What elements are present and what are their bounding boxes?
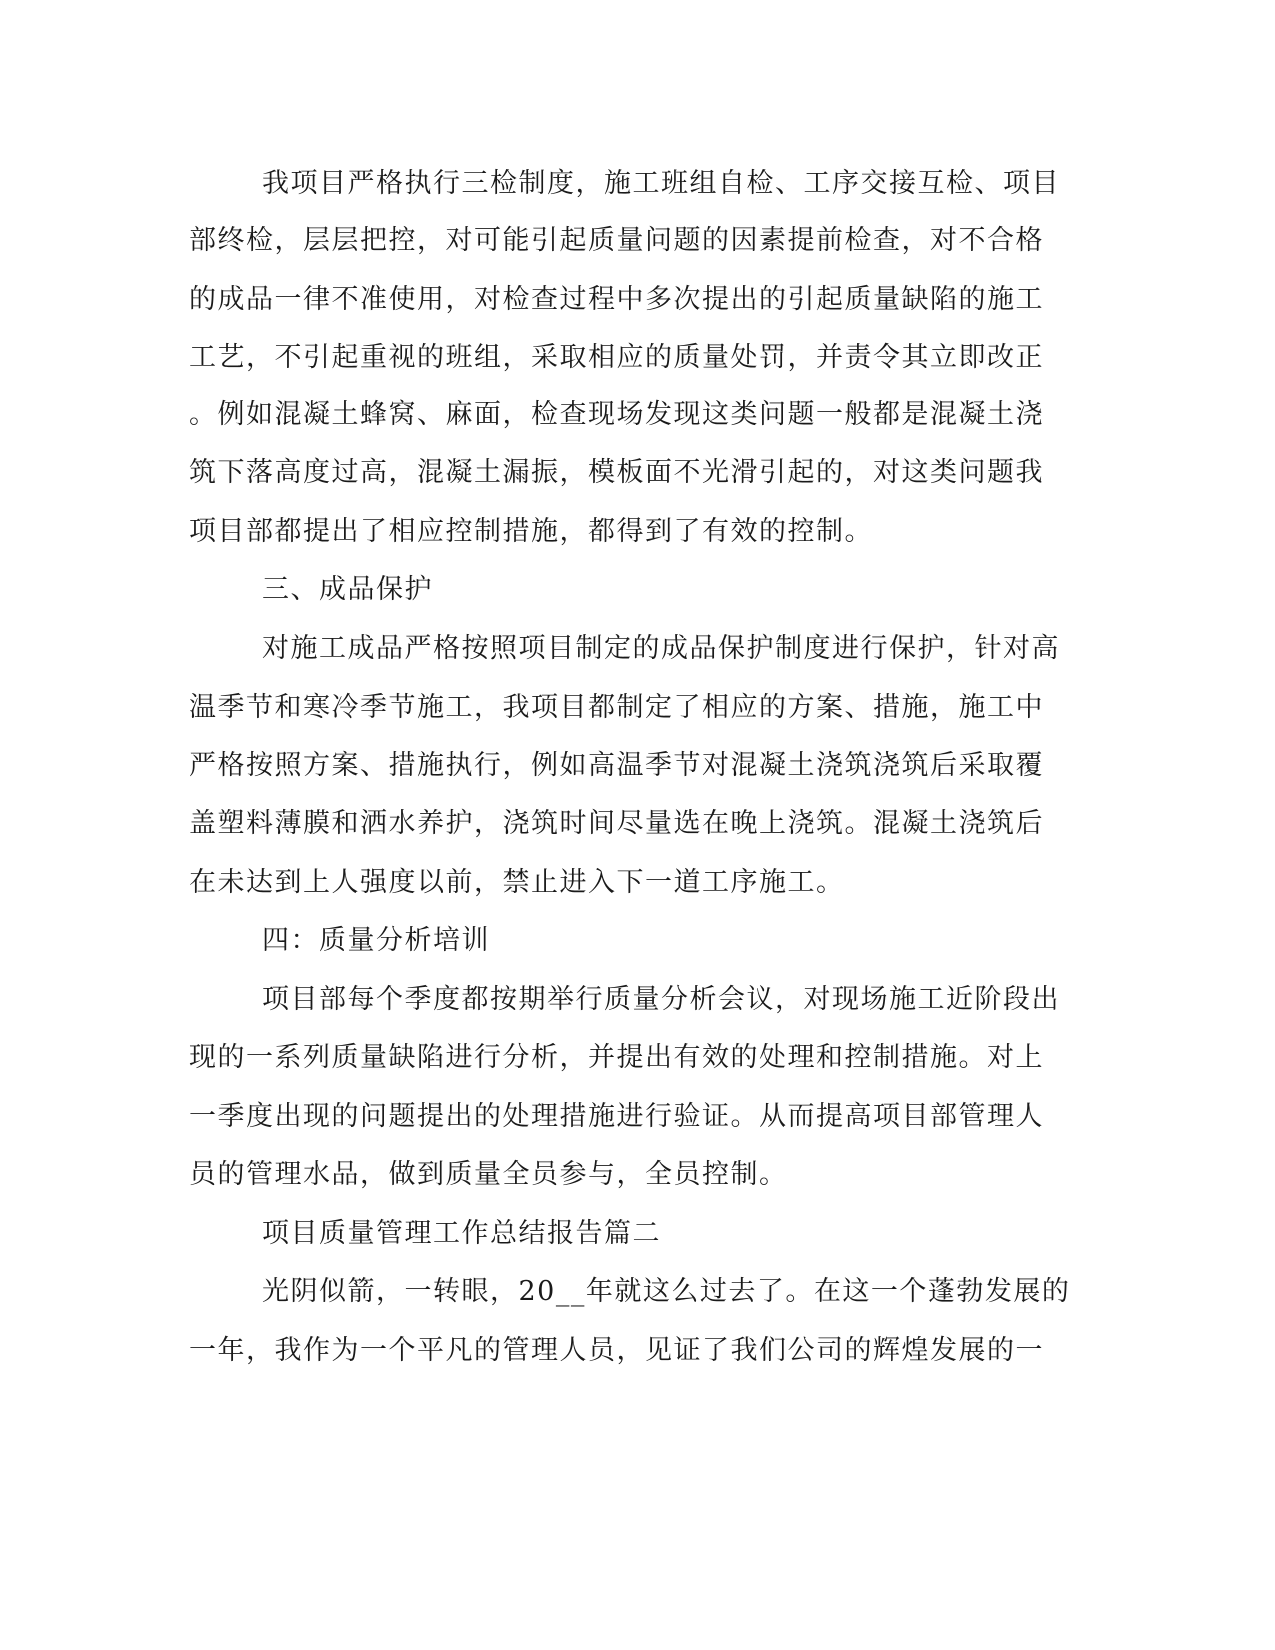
section-heading: 三、成品保护 [262, 574, 433, 605]
section-heading: 项目质量管理工作总结报告篇二 [262, 1218, 661, 1249]
text-line: 一季度出现的问题提出的处理措施进行验证。从而提高项目部管理人 [189, 1101, 1044, 1132]
text-line: 的成品一律不准使用，对检查过程中多次提出的引起质量缺陷的施工 [189, 284, 1044, 315]
text-line: 盖塑料薄膜和洒水养护，浇筑时间尽量选在晚上浇筑。混凝土浇筑后 [189, 808, 1044, 839]
text-line: 项目部都提出了相应控制措施，都得到了有效的控制。 [189, 516, 873, 547]
text-line: 严格按照方案、措施执行，例如高温季节对混凝土浇筑浇筑后采取覆 [189, 750, 1044, 781]
text-line: 员的管理水品，做到质量全员参与，全员控制。 [189, 1159, 788, 1190]
text-line: 对施工成品严格按照项目制定的成品保护制度进行保护，针对高 [262, 633, 1060, 664]
text-line: 在未达到上人强度以前，禁止进入下一道工序施工。 [189, 867, 845, 898]
text-line: 工艺，不引起重视的班组，采取相应的质量处罚，并责令其立即改正 [189, 342, 1044, 373]
section-heading: 四：质量分析培训 [262, 925, 490, 956]
text-line: 。例如混凝土蜂窝、麻面，检查现场发现这类问题一般都是混凝土浇 [189, 399, 1044, 430]
text-line: 一年，我作为一个平凡的管理人员，见证了我们公司的辉煌发展的一 [189, 1335, 1044, 1366]
text-line: 部终检，层层把控，对可能引起质量问题的因素提前检查，对不合格 [189, 225, 1044, 256]
text-line: 我项目严格执行三检制度，施工班组自检、工序交接互检、项目 [262, 168, 1060, 199]
text-line: 现的一系列质量缺陷进行分析，并提出有效的处理和控制措施。对上 [189, 1042, 1044, 1073]
text-line: 温季节和寒冷季节施工，我项目都制定了相应的方案、措施，施工中 [189, 692, 1044, 723]
text-line: 筑下落高度过高，混凝土漏振，模板面不光滑引起的，对这类问题我 [189, 457, 1044, 488]
text-line: 项目部每个季度都按期举行质量分析会议，对现场施工近阶段出 [262, 984, 1060, 1015]
text-line: 光阴似箭，一转眼，20__年就这么过去了。在这一个蓬勃发展的 [262, 1276, 1071, 1307]
